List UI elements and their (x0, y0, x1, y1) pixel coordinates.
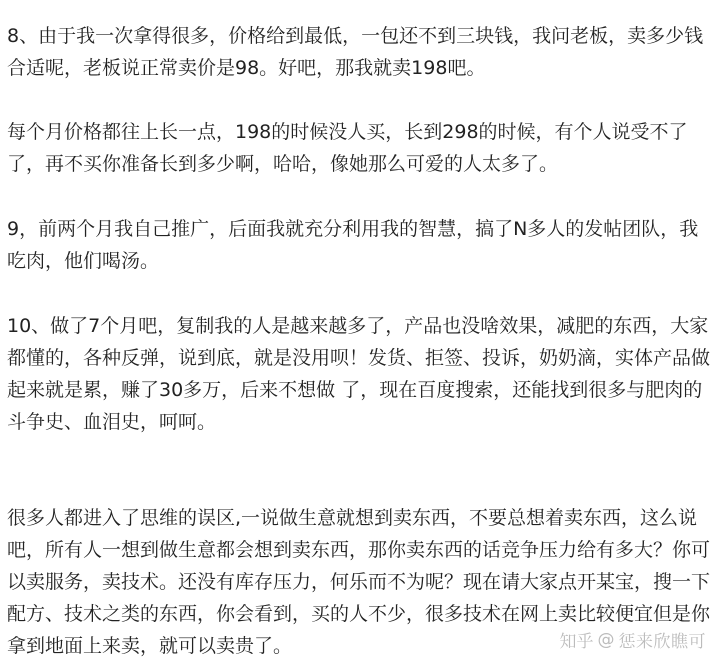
paragraph-1: 8、由于我一次拿得很多，价格给到最低，一包还不到三块钱，我问老板，卖多少钱合适呢，老板说正常卖价是98。好吧，那我就卖198吧。 (7, 25, 704, 79)
paragraph-5: 很多人都进入了思维的误区,一说做生意就想到卖东西，不要总想着卖东西，这么说吧，所有人一想到做生意都会想到卖东西，那你卖东西的话竞争压力给有多大？你可以卖服务，卖技术。还没有库存压力，何乐而不为呢？现在请大家点开某宝，搜一下配方、技术之类的东西，你会看到，买的人不少，很多技术在网上卖比较便宜但是你拿到地面上来卖，就可以卖贵了。 (7, 507, 711, 657)
zhihu-watermark (560, 627, 707, 652)
paragraph-4: 10、做了7个月吧，复制我的人是越来越多了，产品也没啥效果，减肥的东西，大家都懂的，各种反弹，说到底，就是没用呗！发货、拒签、投诉，奶奶滴，实体产品做起来就是累，赚了30多万，后来不想做 了，现在百度搜索，还能找到很多与肥肉的斗争史、血泪史，呵呵。 (7, 315, 711, 433)
paragraph-2: 每个月价格都往上长一点，198的时候没人买，长到298的时候，有个人说受不了了，再不买你准备长到多少啊，哈哈，像她那么可爱的人太多了。 (7, 121, 688, 175)
watermark-site: 知乎 (559, 632, 594, 652)
watermark-author: 惩来欣瞧可 (618, 632, 706, 652)
article-body (7, 20, 712, 662)
paragraph-3: 9，前两个月我自己推广，后面我就充分利用我的智慧，搞了N多人的发帖团队，我吃肉，他们喝汤。 (7, 218, 699, 272)
watermark-at-sign: @ (597, 629, 615, 650)
